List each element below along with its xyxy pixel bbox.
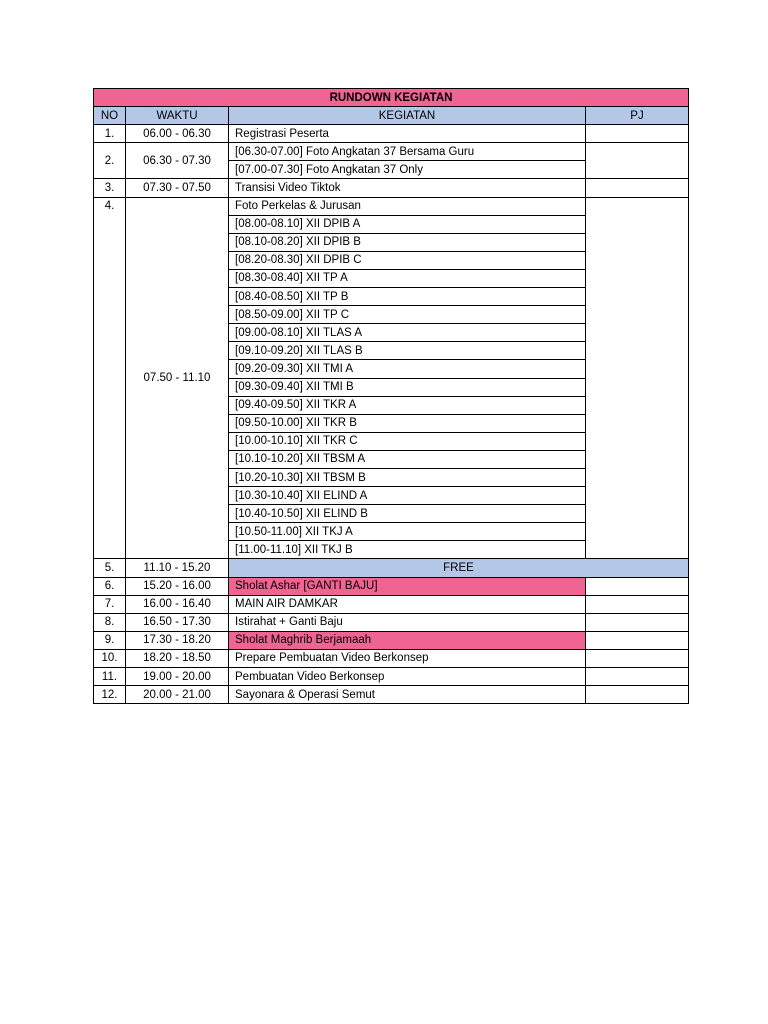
pj-cell (586, 668, 689, 686)
row-time: 17.30 - 18.20 (126, 631, 229, 649)
activity-cell: [08.50-09.00] XII TP C (229, 306, 586, 324)
row-time: 16.50 - 17.30 (126, 613, 229, 631)
activity-cell: [10.10-10.20] XII TBSM A (229, 450, 586, 468)
activity-cell: [09.20-09.30] XII TMI A (229, 360, 586, 378)
table-row (94, 613, 689, 631)
row-number: 6. (94, 577, 126, 595)
table-row (94, 143, 689, 161)
activity-cell: Registrasi Peserta (229, 125, 586, 143)
activity-cell: [10.20-10.30] XII TBSM B (229, 468, 586, 486)
table-row (94, 631, 689, 649)
activity-cell: [10.50-11.00] XII TKJ A (229, 523, 586, 541)
table-title: RUNDOWN KEGIATAN (94, 89, 689, 107)
table-row (94, 686, 689, 704)
table-row (94, 577, 689, 595)
header-waktu: WAKTU (126, 107, 229, 125)
pj-cell (586, 649, 689, 667)
activity-cell: [10.30-10.40] XII ELIND A (229, 487, 586, 505)
title-row (94, 89, 689, 107)
row-number: 10. (94, 649, 126, 667)
row-number: 4. (94, 197, 126, 559)
row-number: 7. (94, 595, 126, 613)
pj-cell (586, 686, 689, 704)
table-row (94, 595, 689, 613)
activity-cell: [11.00-11.10] XII TKJ B (229, 541, 586, 559)
table-row (94, 559, 689, 577)
pj-cell (586, 577, 689, 595)
activity-cell: Istirahat + Ganti Baju (229, 613, 586, 631)
row-time: 06.30 - 07.30 (126, 143, 229, 179)
activity-cell: Sholat Maghrib Berjamaah (229, 631, 586, 649)
activity-cell: [09.40-09.50] XII TKR A (229, 396, 586, 414)
free-cell: FREE (229, 559, 689, 577)
activity-cell: [08.10-08.20] XII DPIB B (229, 233, 586, 251)
row-time-text: 07.50 - 11.10 (143, 372, 211, 384)
pj-cell (586, 125, 689, 143)
activity-cell: Pembuatan Video Berkonsep (229, 668, 586, 686)
activity-cell: [09.00-08.10] XII TLAS A (229, 324, 586, 342)
row-time: 16.00 - 16.40 (126, 595, 229, 613)
row-time: 07.30 - 07.50 (126, 179, 229, 197)
activity-cell: Foto Perkelas & Jurusan (229, 197, 586, 215)
activity-cell: Sayonara & Operasi Semut (229, 686, 586, 704)
row-number: 2. (94, 143, 126, 179)
pj-cell (586, 143, 689, 179)
activity-cell: [09.50-10.00] XII TKR B (229, 414, 586, 432)
header-kegiatan: KEGIATAN (229, 107, 586, 125)
row-time: 20.00 - 21.00 (126, 686, 229, 704)
activity-cell: [06.30-07.00] Foto Angkatan 37 Bersama Guru (229, 143, 586, 161)
rundown-table (93, 88, 689, 704)
activity-cell: Prepare Pembuatan Video Berkonsep (229, 649, 586, 667)
table-row (94, 668, 689, 686)
header-row (94, 107, 689, 125)
activity-cell: [07.00-07.30] Foto Angkatan 37 Only (229, 161, 586, 179)
pj-cell (586, 197, 689, 559)
pj-cell (586, 179, 689, 197)
row-time: 06.00 - 06.30 (126, 125, 229, 143)
row-number: 9. (94, 631, 126, 649)
table-row (94, 649, 689, 667)
row-number: 8. (94, 613, 126, 631)
row-number: 11. (94, 668, 126, 686)
activity-cell: [10.40-10.50] XII ELIND B (229, 505, 586, 523)
activity-cell: [09.10-09.20] XII TLAS B (229, 342, 586, 360)
row-number: 1. (94, 125, 126, 143)
row-number: 12. (94, 686, 126, 704)
table-row (94, 179, 689, 197)
pj-cell (586, 613, 689, 631)
row-time: 18.20 - 18.50 (126, 649, 229, 667)
row-time: 19.00 - 20.00 (126, 668, 229, 686)
rundown-table-body (94, 89, 689, 704)
activity-cell: [08.30-08.40] XII TP A (229, 269, 586, 287)
activity-cell: [09.30-09.40] XII TMI B (229, 378, 586, 396)
table-row (94, 197, 689, 215)
activity-cell: [08.00-08.10] XII DPIB A (229, 215, 586, 233)
pj-cell (586, 631, 689, 649)
activity-cell: [08.40-08.50] XII TP B (229, 288, 586, 306)
table-row (94, 125, 689, 143)
row-number: 3. (94, 179, 126, 197)
header-pj: PJ (586, 107, 689, 125)
activity-cell: MAIN AIR DAMKAR (229, 595, 586, 613)
pj-cell (586, 595, 689, 613)
activity-cell: [10.00-10.10] XII TKR C (229, 432, 586, 450)
activity-cell: Sholat Ashar [GANTI BAJU] (229, 577, 586, 595)
activity-cell: Transisi Video Tiktok (229, 179, 586, 197)
header-no: NO (94, 107, 126, 125)
row-time: 11.10 - 15.20 (126, 559, 229, 577)
row-time: 15.20 - 16.00 (126, 577, 229, 595)
row-time (126, 197, 229, 559)
activity-cell: [08.20-08.30] XII DPIB C (229, 251, 586, 269)
row-number: 5. (94, 559, 126, 577)
